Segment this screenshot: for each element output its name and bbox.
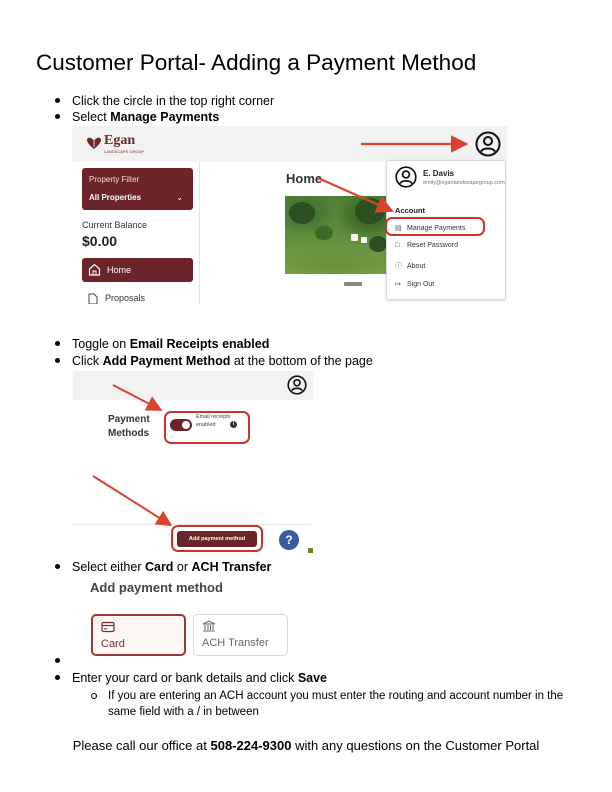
- screenshot-payment-methods: [73, 371, 313, 554]
- sidebar-item-proposals[interactable]: Proposals: [105, 293, 146, 303]
- step-toggle-email-receipts: Toggle on Email Receipts enabled: [55, 336, 269, 352]
- annotation-arrows: [73, 371, 313, 554]
- email-receipts-label: Email receipts enabled: [196, 414, 231, 428]
- arrow-to-add-button: [93, 476, 169, 524]
- logo-subtext: LANDSCAPE GROUP: [104, 149, 145, 154]
- contact-footer: Please call our office at 508-224-9300 with any questions on the Customer Portal: [72, 738, 540, 753]
- menu-section-label: Account: [395, 206, 425, 215]
- document-title: Customer Portal- Adding a Payment Method: [36, 50, 477, 75]
- screenshot-home-account-menu: [72, 126, 507, 304]
- bullet-dot: [55, 114, 60, 119]
- bullet-dot: [55, 358, 60, 363]
- help-button[interactable]: ?: [279, 530, 299, 550]
- ach-transfer-option[interactable]: [193, 614, 288, 656]
- bullet-dot: [55, 675, 60, 680]
- bullet-dot: [55, 658, 60, 663]
- bank-icon: [202, 620, 216, 632]
- bullet-dot: [55, 341, 60, 346]
- lock-icon: □: [395, 242, 400, 249]
- info-icon: ⓘ: [395, 263, 402, 270]
- user-email: emily@eganlandscapegroup.com: [423, 180, 505, 186]
- phone-number: 508-224-9300: [210, 738, 292, 753]
- add-payment-method-button[interactable]: Add payment method: [177, 531, 257, 547]
- annotation-arrows: [72, 126, 507, 304]
- step-empty: [55, 653, 72, 669]
- credit-card-icon: [101, 621, 115, 633]
- step-select-card-or-ach: Select either Card or ACH Transfer: [55, 559, 271, 575]
- menu-item-about[interactable]: ⓘ About: [395, 263, 426, 270]
- step-enter-details: Enter your card or bank details and click Save: [55, 670, 327, 686]
- bullet-dot: [55, 98, 60, 103]
- info-icon[interactable]: i: [230, 421, 237, 428]
- add-payment-method-title: Add payment method: [90, 580, 223, 595]
- chevron-down-icon: ⌄: [176, 193, 183, 202]
- credit-card-icon: ▤: [395, 225, 402, 232]
- step-click-add-payment-method: Click Add Payment Method at the bottom of the page: [55, 353, 373, 369]
- logo-text: Egan: [104, 133, 136, 148]
- balance-value: $0.00: [82, 233, 118, 249]
- card-option-label: Card: [101, 638, 125, 650]
- ach-note: If you are entering an ACH account you must enter the routing and account number in the same field with a / in between: [91, 688, 581, 720]
- user-name: E. Davis: [423, 169, 455, 178]
- ach-transfer-option-label: ACH Transfer: [202, 637, 269, 649]
- menu-item-reset-password[interactable]: □ Reset Password: [395, 242, 458, 249]
- property-filter-label: Property Filter: [89, 175, 140, 184]
- sub-bullet-ring: [91, 693, 97, 699]
- sign-out-icon: ↦: [395, 281, 401, 288]
- sidebar-item-label: Home: [107, 265, 132, 275]
- balance-label: Current Balance: [82, 220, 148, 230]
- card-option[interactable]: [91, 614, 186, 656]
- bullet-dot: [55, 564, 60, 569]
- arrow-to-toggle: [113, 385, 159, 409]
- payment-methods-title: Payment Methods: [108, 414, 150, 439]
- menu-item-manage-payments[interactable]: ▤ Manage Payments: [395, 225, 466, 232]
- page-title: Home: [286, 171, 323, 186]
- menu-item-sign-out[interactable]: ↦ Sign Out: [395, 281, 435, 288]
- step-click-circle: Click the circle in the top right corner: [55, 93, 274, 109]
- property-filter-value: All Properties: [89, 193, 142, 202]
- arrow-to-manage-payments: [318, 178, 390, 210]
- screenshot-add-payment-method: [85, 574, 300, 660]
- step-select-manage-payments: Select Manage Payments: [55, 109, 219, 125]
